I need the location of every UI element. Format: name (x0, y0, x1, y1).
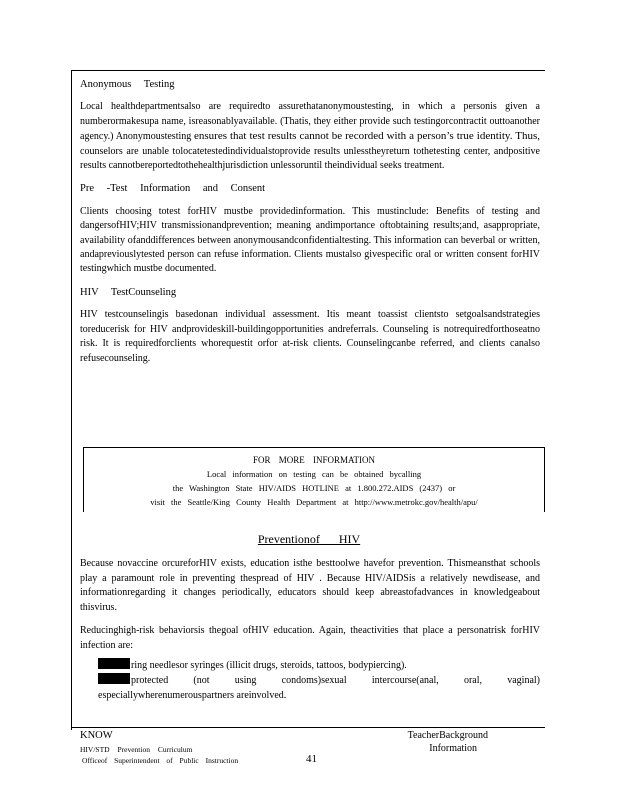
list-item-text: protected (not using condoms)sexual intercourse(anal, oral, vaginal) especiallywherenumerouspartners areinvolved. (98, 675, 540, 701)
anonymous-testing-emphasis: ensures that test results cannot be recorded with a person’s true identity. Thus, (194, 130, 540, 143)
more-information-box (83, 447, 545, 512)
bottom-rule (71, 727, 545, 728)
anonymous-testing-heading: Anonymous Testing (80, 79, 175, 90)
anonymous-testing-paragraph (80, 100, 540, 173)
footer-teacher-background: TeacherBackground (407, 730, 488, 741)
info-box-line-1: Local information on testing can be obtained bycalling (206, 469, 422, 479)
prevention-title-wrap (0, 532, 618, 547)
anonymous-testing-text: Local healthdepartmentsalso are requiredto assurethatanonymoustesting, in which a personis given a numberormakesupa name, isreasonablyavailable. (Thatis, they either provide such testingorcontractit outtoanother agency.) Anonymoustesting (80, 101, 540, 143)
list-item-text: ring needlesor syringes (illicit drugs, steroids, tattoos, bodypiercing). (131, 659, 407, 671)
footer-know: KNOW (80, 730, 113, 741)
main-text (80, 78, 540, 375)
prevention-paragraph-2: Reducinghigh-risk behaviorsis thegoal ofHIV education. Again, theactivities that place a personatrisk forHIV infection are: (80, 625, 540, 651)
prevention-text (80, 557, 540, 703)
footer-office: Officeof Superintendent of Public Instruction (82, 756, 239, 765)
counseling-heading: HIV TestCounseling (80, 286, 177, 298)
prevention-title: Preventionof HIV (257, 532, 361, 546)
redaction-mark (98, 658, 130, 669)
counseling-paragraph: HIV testcounselingis basedonan individual assessment. Itis meant toassist clientsto setgoalsandstrategies toreducerisk for HIV andprovideskill-buildingopportunities andreferrals. Counseling is notrequiredforthoseatno risk. It is requiredforclients whorequestit orfor at-risk clients. Counselingcanbe referred, and clients canalso refusecounseling. (80, 309, 540, 364)
prevention-paragraph-1: Because novaccine orcureforHIV exists, education isthe besttoolwe havefor prevention. Thismeansthat schools play a paramount role in preventing thespread of HIV . Because HIV/AIDSis a relatively newdisease, and informationregarding it changes periodically, educators should keep abreastofadvances in knowledgeabout thisvirus. (80, 558, 540, 613)
footer-curriculum: HIV/STD Prevention Curriculum (80, 745, 193, 754)
pre-test-heading: Pre -Test Information and Consent (80, 183, 266, 195)
info-box-line-2: the Washington State HIV/AIDS HOTLINE at 1.800.272.AIDS (2437) or (172, 483, 456, 493)
list-item (80, 673, 540, 703)
risk-activities-list (80, 658, 540, 704)
page-number: 41 (306, 753, 317, 765)
pre-test-paragraph: Clients choosing totest forHIV mustbe providedinformation. This mustinclude: Benefits of testing and dangersofHIV;HIV transmissionandprevention; meaning andimportance oftobtaining results;and, asappropriate, availability ofanddifferences between anonymousandconfidentialtesting. This information can beverbal or written, andapreviouslytested person can refuse information. Clients mustalso givespecific oral or written consent forHIV testingwhich mustbe documented. (80, 205, 540, 275)
info-box-line-3: visit the Seattle/King County Health Department at http://www.metrokc.gov/health/apu/ (150, 497, 478, 507)
info-box-title: FOR MORE INFORMATION (252, 455, 375, 465)
footer-information: Information (429, 743, 477, 754)
redaction-mark (98, 673, 130, 684)
top-rule (71, 70, 545, 71)
anonymous-testing-text-2: counselors are unable tolocatetestedindividualstoprovide results unlesstheyreturn tothetesting center, andpositive results cannotbereportedtothehealthjurisdiction unlessoruntil theindividual seeks treatment. (80, 145, 540, 172)
left-rule (71, 70, 72, 730)
list-item (80, 658, 540, 674)
